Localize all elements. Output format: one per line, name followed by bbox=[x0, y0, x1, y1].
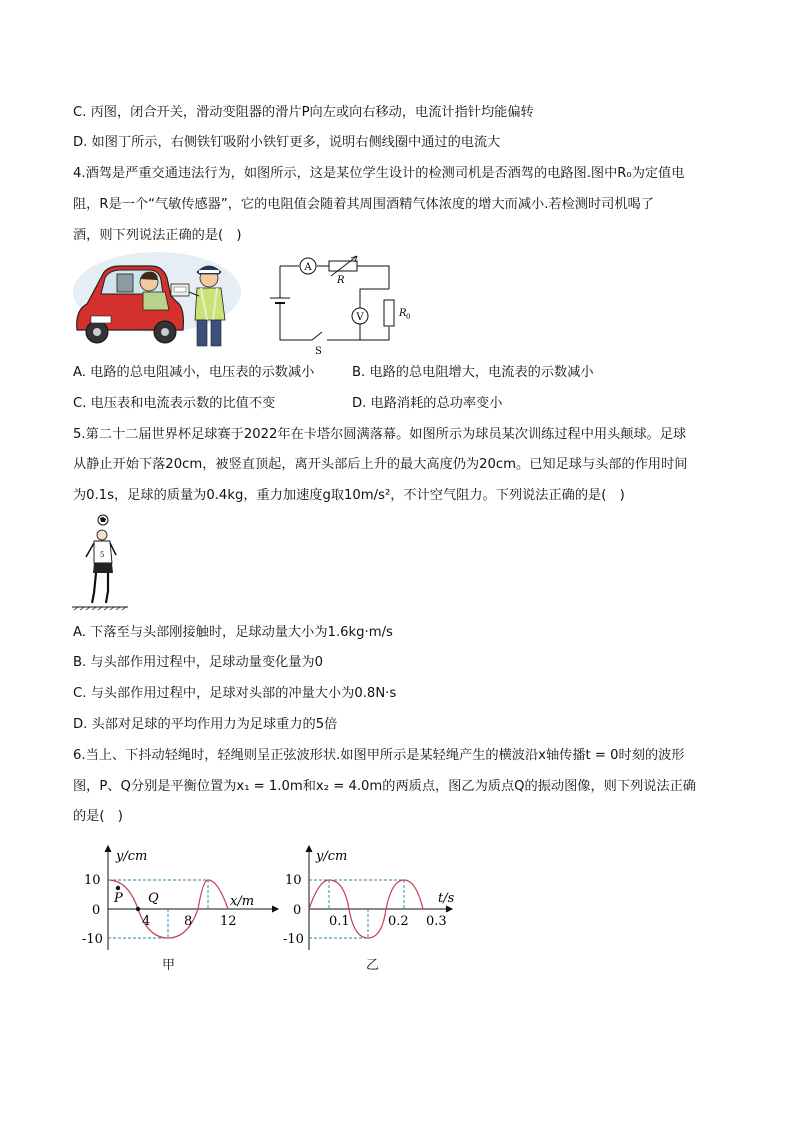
yi-ylabel: y/cm bbox=[316, 849, 348, 864]
q4-option-a: A. 电路的总电阻减小，电压表的示数减小 bbox=[73, 365, 315, 380]
voltmeter-label: V bbox=[356, 312, 364, 323]
jia-ylabel: y/cm bbox=[116, 849, 148, 864]
waveform-graph-jia bbox=[80, 842, 280, 954]
q5-stem-line1: 5.第二十二届世界杯足球赛于2022年在卡塔尔圆满落幕。如图所示为球员某次训练过程中用头颠球。足球 bbox=[73, 427, 687, 442]
drunk-driving-test-illustration bbox=[73, 252, 241, 352]
jia-point-q-label: Q bbox=[148, 891, 159, 906]
jia-xlabel: x/m bbox=[230, 894, 255, 909]
q5-stem-line3: 为0.1s，足球的质量为0.4kg，重力加速度g取10m/s²，不计空气阻力。下列说法正确的是( ) bbox=[73, 488, 625, 503]
fixed-resistor-subscript: 0 bbox=[406, 313, 411, 321]
ammeter-label: A bbox=[304, 262, 312, 273]
fixed-resistor-label: R bbox=[399, 308, 407, 319]
svg-text:5: 5 bbox=[100, 551, 105, 559]
jia-xtick-12: 12 bbox=[220, 914, 237, 929]
sensor-label: R bbox=[337, 275, 345, 286]
yi-xtick-01: 0.1 bbox=[329, 914, 350, 929]
yi-xtick-03: 0.3 bbox=[426, 914, 447, 929]
point-p-marker bbox=[116, 886, 120, 890]
q5-option-c: C. 与头部作用过程中，足球对头部的冲量大小为0.8N·s bbox=[73, 686, 397, 701]
yi-ytick-10: 10 bbox=[285, 873, 302, 888]
yi-ytick-minus10: -10 bbox=[283, 932, 304, 947]
switch-label: S bbox=[315, 346, 322, 357]
jia-point-p-label: P bbox=[114, 891, 123, 906]
yi-xtick-02: 0.2 bbox=[388, 914, 409, 929]
jia-ytick-10: 10 bbox=[84, 873, 101, 888]
yi-xlabel: t/s bbox=[438, 891, 455, 906]
gas-sensor-resistor bbox=[329, 261, 357, 271]
q6-stem-line1: 6.当上、下抖动轻绳时，轻绳则呈正弦波形状.如图甲所示是某轻绳产生的横波沿x轴传播t = 0时刻的波形 bbox=[73, 748, 685, 763]
jia-xtick-4: 4 bbox=[142, 914, 151, 929]
vibration-graph-yi bbox=[282, 842, 482, 954]
player-heading-ball-illustration bbox=[70, 513, 130, 611]
q5-stem-line2: 从静止开始下落20cm，被竖直顶起，离开头部后上升的最大高度仍为20cm。已知足球与头部的作用时间 bbox=[73, 457, 688, 472]
q5-option-d: D. 头部对足球的平均作用力为足球重力的5倍 bbox=[73, 717, 338, 732]
figure-jia-caption: 甲 bbox=[162, 958, 176, 973]
q6-stem-line2: 图，P、Q分别是平衡位置为x₁ = 1.0m和x₂ = 4.0m的两质点，图乙为质点Q的振动图像，则下列说法正确 bbox=[73, 779, 696, 794]
q4-stem-line3: 酒，则下列说法正确的是( ) bbox=[73, 228, 242, 243]
q6-stem-line3: 的是( ) bbox=[73, 809, 123, 824]
q3-option-d: D. 如图丁所示，右侧铁钉吸附小铁钉更多，说明右侧线圈中通过的电流大 bbox=[73, 135, 501, 150]
yi-ytick-0: 0 bbox=[293, 903, 302, 918]
jia-ytick-minus10: -10 bbox=[82, 932, 103, 947]
fixed-resistor bbox=[384, 300, 394, 326]
q5-option-b: B. 与头部作用过程中，足球动量变化量为0 bbox=[73, 655, 324, 670]
figure-yi-caption: 乙 bbox=[366, 958, 380, 973]
q3-option-c: C. 丙图，闭合开关，滑动变阻器的滑片P向左或向右移动，电流计指针均能偏转 bbox=[73, 105, 534, 120]
q4-option-b: B. 电路的总电阻增大，电流表的示数减小 bbox=[352, 365, 594, 380]
circuit-diagram bbox=[265, 252, 415, 362]
q5-option-a: A. 下落至与头部刚接触时，足球动量大小为1.6kg·m/s bbox=[73, 625, 393, 640]
jia-ytick-0: 0 bbox=[92, 903, 101, 918]
q4-option-d: D. 电路消耗的总功率变小 bbox=[352, 396, 503, 411]
jia-xtick-8: 8 bbox=[184, 914, 193, 929]
point-q-marker bbox=[136, 907, 140, 911]
q4-stem-line2: 阻，R是一个“气敏传感器”，它的电阻值会随着其周围酒精气体浓度的增大而减小.若检测时司机喝了 bbox=[73, 197, 654, 212]
q4-stem-line1: 4.酒驾是严重交通违法行为，如图所示，这是某位学生设计的检测司机是否酒驾的电路图.图中R₀为定值电 bbox=[73, 166, 685, 181]
q4-option-c: C. 电压表和电流表示数的比值不变 bbox=[73, 396, 276, 411]
